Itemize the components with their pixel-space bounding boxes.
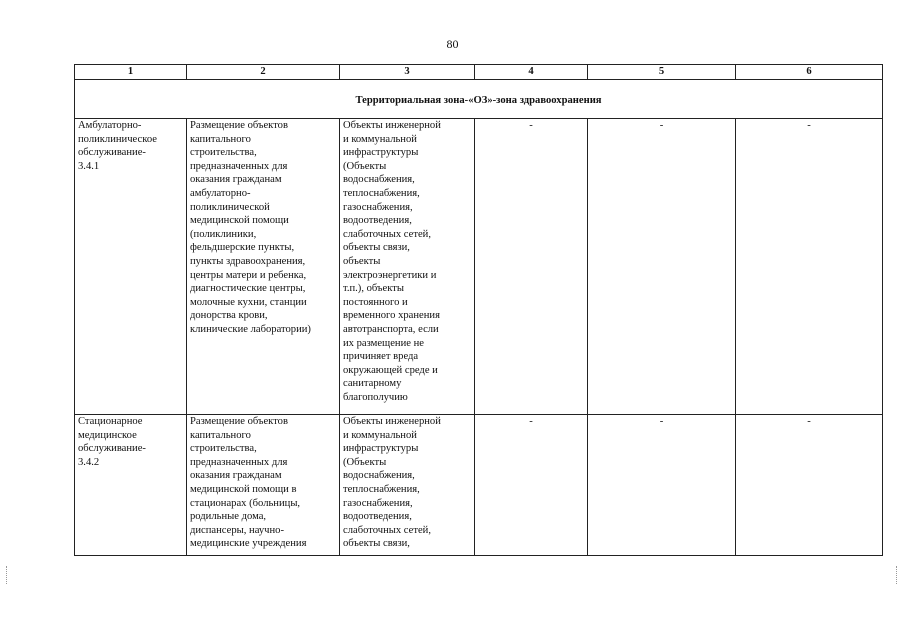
text-line: Объекты инженерной <box>343 416 441 427</box>
parameter-cell-4: - <box>475 415 588 556</box>
text-line: медицинской помощи в <box>190 483 297 495</box>
text-line: Объекты инженерной <box>343 120 441 131</box>
text-line: электроэнергетики и <box>343 269 437 281</box>
text-line: инфраструктуры <box>343 443 419 455</box>
use-description-cell <box>187 415 340 556</box>
text-line: Размещение объектов <box>190 416 288 427</box>
text-line: молочные кухни, станции <box>190 296 307 308</box>
zone-title: Территориальная зона-«ОЗ»-зона здравоохранения <box>75 80 883 119</box>
use-description-cell <box>187 119 340 415</box>
text-line: причиняет вреда <box>343 351 419 363</box>
text-line: (Объекты <box>343 160 387 172</box>
column-number-row <box>75 65 883 80</box>
text-line: и коммунальной <box>343 133 417 145</box>
table-row <box>75 415 883 556</box>
scan-margin-mark <box>896 566 898 584</box>
zone-title-row <box>75 80 883 119</box>
text-line: газоснабжения, <box>343 497 413 509</box>
text-line: стационарах (больницы, <box>190 497 301 509</box>
text-line: газоснабжения, <box>343 201 413 213</box>
text-line: слаботочных сетей, <box>343 228 431 240</box>
text-line: Размещение объектов <box>190 120 288 131</box>
text-line: амбулаторно- <box>190 187 251 199</box>
column-number-2: 2 <box>187 65 340 80</box>
text-line: объекты связи, <box>343 242 410 254</box>
text-line: Амбулаторно- <box>78 120 142 131</box>
text-line: водоотведения, <box>343 511 412 523</box>
text-line: диспансеры, научно- <box>190 524 284 536</box>
text-line: Стационарное <box>78 416 143 427</box>
text-line: строительства, <box>190 147 257 159</box>
text-line: инфраструктуры <box>343 147 419 159</box>
text-line: и коммунальной <box>343 429 417 441</box>
text-line: центры матери и ребенка, <box>190 269 307 281</box>
auxiliary-use-cell <box>340 415 475 556</box>
text-line: капитального <box>190 133 251 145</box>
text-line: временного хранения <box>343 310 440 322</box>
text-line: медицинские учреждения <box>190 538 307 550</box>
text-line: постоянного и <box>343 296 408 308</box>
text-line: капитального <box>190 429 251 441</box>
text-line: (поликлиники, <box>190 228 257 240</box>
text-line: теплоснабжения, <box>343 187 420 199</box>
text-line: фельдшерские пункты, <box>190 242 295 254</box>
text-line: водоснабжения, <box>343 470 415 482</box>
text-line: пункты здравоохранения, <box>190 255 306 267</box>
column-number-1: 1 <box>75 65 187 80</box>
column-number-6: 6 <box>736 65 883 80</box>
parameter-cell-4: - <box>475 119 588 415</box>
text-line: автотранспорта, если <box>343 323 439 335</box>
scan-margin-mark <box>6 566 8 584</box>
text-line: медицинское <box>78 429 137 441</box>
use-type-cell <box>75 415 187 556</box>
text-line: диагностические центры, <box>190 283 306 295</box>
text-line: 3.4.1 <box>78 160 100 172</box>
text-line: санитарному <box>343 378 402 390</box>
text-line: строительства, <box>190 443 257 455</box>
parameter-cell-5: - <box>588 119 736 415</box>
text-line: их размещение не <box>343 337 424 349</box>
text-line: объекты <box>343 255 381 267</box>
text-line: родильные дома, <box>190 511 267 523</box>
text-line: 3.4.2 <box>78 456 100 468</box>
text-line: (Объекты <box>343 456 387 468</box>
use-type-cell <box>75 119 187 415</box>
parameter-cell-6: - <box>736 119 883 415</box>
column-number-5: 5 <box>588 65 736 80</box>
parameter-cell-6: - <box>736 415 883 556</box>
text-line: объекты связи, <box>343 538 410 550</box>
parameter-cell-5: - <box>588 415 736 556</box>
text-line: слаботочных сетей, <box>343 524 431 536</box>
auxiliary-use-cell <box>340 119 475 415</box>
text-line: благополучию <box>343 391 408 403</box>
text-line: предназначенных для <box>190 160 288 172</box>
text-line: водоснабжения, <box>343 174 415 186</box>
text-line: медицинской помощи <box>190 215 289 227</box>
text-line: т.п.), объекты <box>343 283 404 295</box>
text-line: поликлинической <box>190 201 270 213</box>
text-line: обслуживание- <box>78 147 146 159</box>
text-line: предназначенных для <box>190 456 288 468</box>
text-line: оказания гражданам <box>190 174 282 186</box>
text-line: окружающей среде и <box>343 364 438 376</box>
land-use-table <box>74 64 883 556</box>
text-line: донорства крови, <box>190 310 268 322</box>
text-line: водоотведения, <box>343 215 412 227</box>
table-row <box>75 119 883 415</box>
text-line: оказания гражданам <box>190 470 282 482</box>
column-number-3: 3 <box>340 65 475 80</box>
text-line: теплоснабжения, <box>343 483 420 495</box>
text-line: поликлиническое <box>78 133 157 145</box>
text-line: обслуживание- <box>78 443 146 455</box>
page-number: 80 <box>446 37 459 51</box>
column-number-4: 4 <box>475 65 588 80</box>
text-line: клинические лаборатории) <box>190 323 311 335</box>
